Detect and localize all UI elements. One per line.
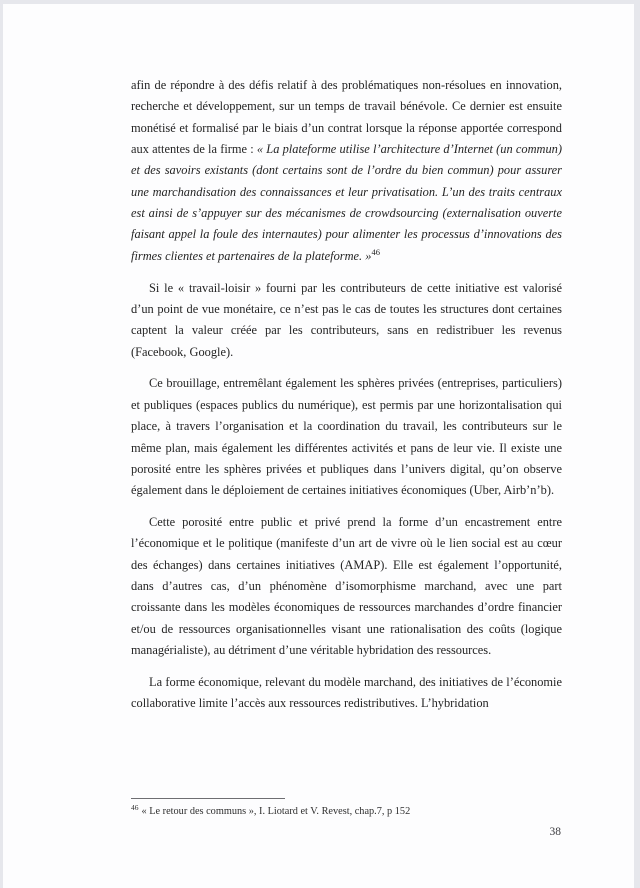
paragraph-1-lead-text: afin de répondre à des défis relatif à des problématiques non-résolues en innovation, recherche et développement, sur un temps de travail bénévole. Ce dernier est ensuite monétisé et formalisé par le biais d’un contrat lorsque la réponse apportée correspond aux attentes de la firme :	[131, 78, 562, 157]
paragraph-5: La forme économique, relevant du modèle marchand, des initiatives de l’économie collaborative limite l’accès aux ressources redistributives. L’hybridation	[131, 674, 562, 711]
page-body	[131, 75, 562, 725]
paragraph-1-italic-quote: « La plateforme utilise l’architecture d’Internet (un commun) et des savoirs existants (dont certains sont de l’ordre du bien commun) pour assurer une marchandisation des connaissances et leur privatisation. L’un des traits centraux est ainsi de s’appuyer sur des mécanismes de crowdsourcing (externalisation ouverte faisant appel la foule des internautes) pour alimenter les processus d’innovations des firmes clientes et partenaires de la plateforme. »	[131, 142, 562, 263]
page-number: 38	[549, 826, 561, 838]
footnote-reference-superscript: 46	[371, 246, 380, 257]
document-page	[3, 4, 634, 888]
paragraph-2: Si le « travail-loisir » fourni par les contributeurs de cette initiative est valorisé d’un point de vue monétaire, ce n’est pas le cas de toutes les structures dont certaines captent la valeur créée par les contributeurs, sans en redistribuer les revenus (Facebook, Google).	[131, 280, 562, 359]
footnote	[131, 805, 562, 818]
footnote-area	[131, 798, 562, 818]
paragraph-3: Ce brouillage, entremêlant également les sphères privées (entreprises, particuliers) et publiques (espaces publics du numérique), est permis par une horizontalisation qui place, à travers l’organisation et la coordination du travail, les contributeurs sur le même plan, mais également les différentes activités et pans de leur vie. Il existe une porosité entre les sphères privées et publiques dans l’univers digital, qu’on observe également dans le déploiement de certaines initiatives économiques (Uber, Airb’n’b).	[131, 376, 562, 498]
footnote-number: 46	[131, 803, 139, 812]
paragraph-4: Cette porosité entre public et privé prend la forme d’un encastrement entre l’économique et le politique (manifeste d’un art de vivre où le lien social est au cœur des échanges) dans certaines initiatives (AMAP). Elle est également l’opportunité, dans d’autres cas, d’un phénomène d’isomorphisme marchand, avec une part croissante dans les modèles économiques de ressources marchandes d’ordre financier et/ou de ressources organisationnelles visant une rationalisation des coûts (logique managérialiste), au détriment d’une véritable hybridation des ressources.	[131, 515, 562, 658]
footnote-text: « Le retour des communs », I. Liotard et V. Revest, chap.7, p 152	[141, 806, 411, 817]
paragraph-1	[131, 75, 562, 267]
footnote-divider	[131, 798, 285, 799]
